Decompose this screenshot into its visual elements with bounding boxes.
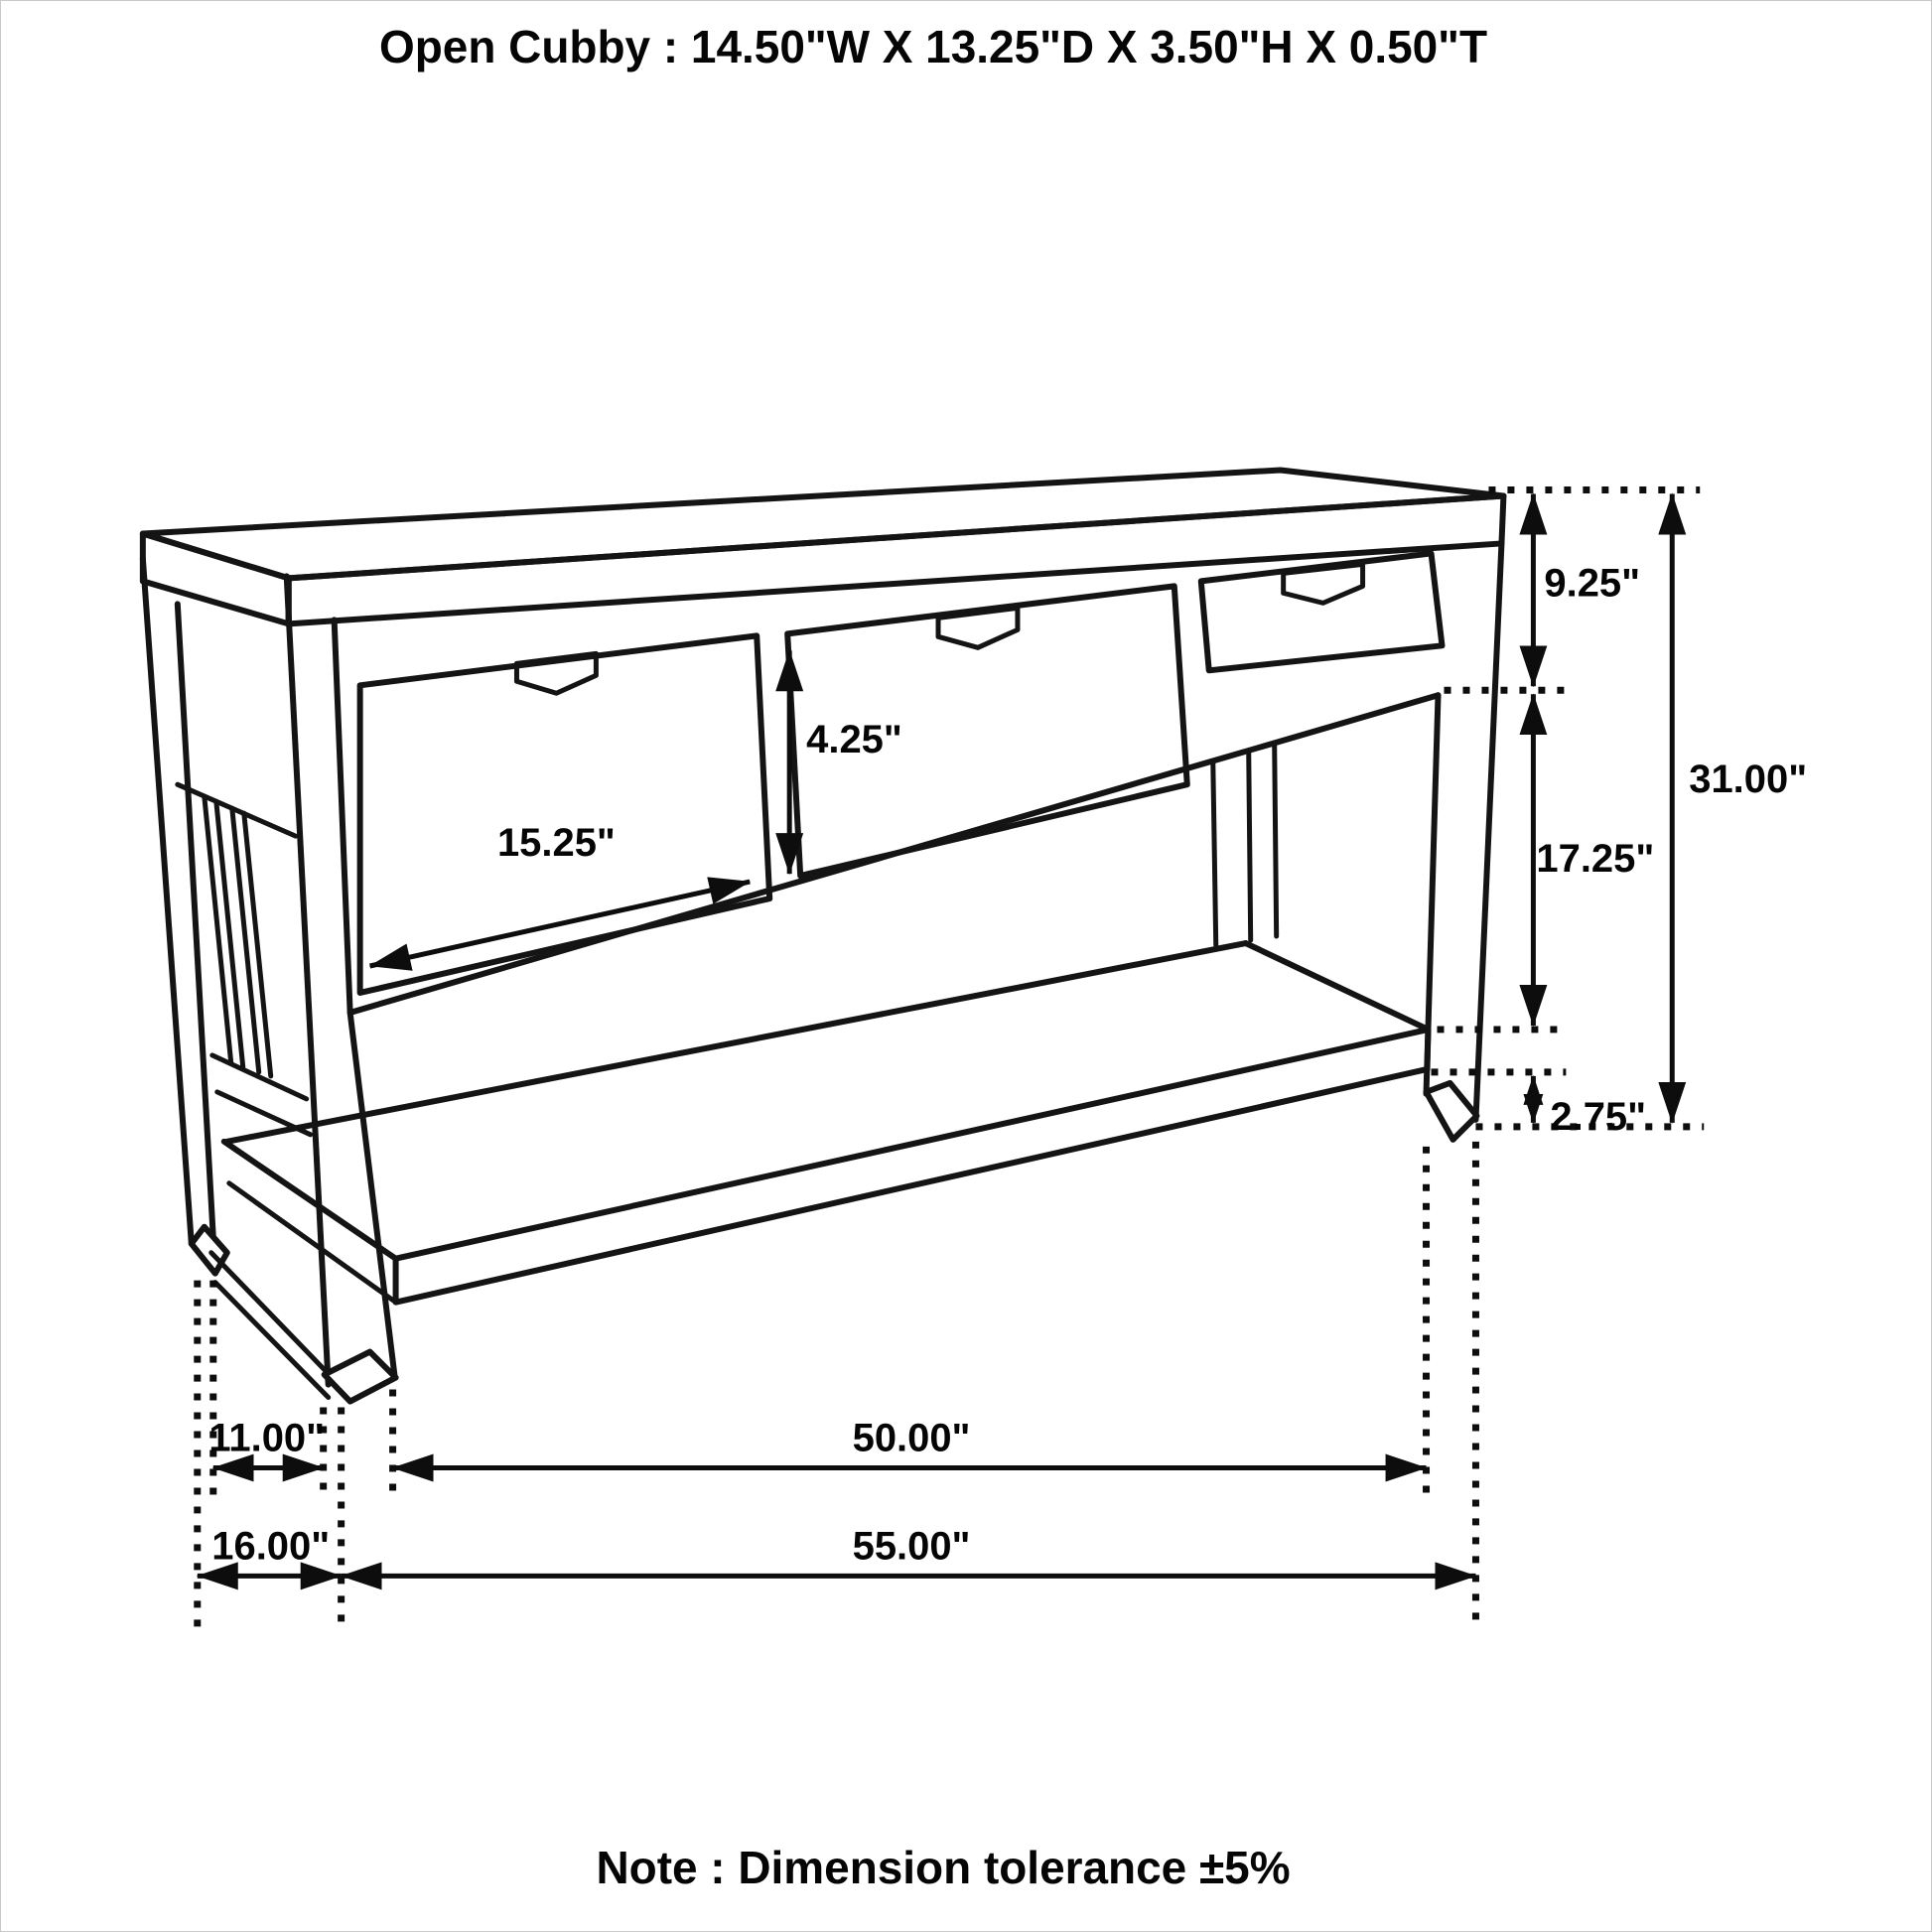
dimension-overall-height (1672, 493, 1807, 1122)
front-right-foot (1427, 1083, 1477, 1140)
dim-label-inner-leg-span-width: 50.00" (852, 1416, 971, 1460)
dim-label-leg-spacing-depth: 11.00" (208, 1416, 326, 1460)
dimension-inner-leg-span-width (393, 1416, 1427, 1467)
left-stretcher-top-edge (211, 1253, 327, 1372)
dim-label-overall-height: 31.00" (1689, 758, 1808, 802)
tabletop-top-face (143, 471, 1504, 579)
drawer-2-handle (938, 608, 1018, 647)
back-left-leg-outer-edge (143, 558, 192, 1243)
dim-label-middle-section-height: 17.25" (1536, 837, 1655, 882)
shelf-right-edge (1246, 943, 1429, 1030)
shelf-front-face (396, 1030, 1429, 1303)
back-right-leg-edge-b (1249, 751, 1251, 940)
shelf-back-edge (227, 943, 1246, 1142)
drawer-3-handle (1284, 564, 1363, 603)
front-left-foot (325, 1352, 396, 1402)
dim-label-drawer-opening-width: 15.25" (496, 821, 616, 866)
back-right-leg-edge-a (1213, 760, 1216, 945)
front-right-leg-outer-edge (1475, 543, 1501, 1119)
dim-label-drawer-opening-height: 4.25" (806, 718, 902, 762)
tabletop-left-face (143, 533, 289, 623)
left-stretcher-bottom-edge (215, 1283, 329, 1398)
dim-label-base-clearance: 2.75" (1550, 1094, 1647, 1139)
console-table-dimension-diagram (1, 1, 1931, 1931)
dimension-leg-spacing-depth (208, 1416, 325, 1467)
back-right-leg-edge-c (1275, 743, 1277, 936)
dim-label-overall-width: 55.00" (852, 1524, 971, 1569)
page-title: Open Cubby : 14.50"W X 13.25"D X 3.50"H X 0.50"T (379, 20, 1488, 72)
dim-label-top-section-height: 9.25" (1544, 561, 1641, 606)
dimension-base-clearance (1533, 1076, 1646, 1139)
dimension-middle-section-height (1533, 694, 1654, 1026)
dimension-annotations (198, 489, 1807, 1629)
dimension-overall-width (342, 1524, 1476, 1576)
dim-label-overall-depth: 16.00" (211, 1524, 331, 1569)
tolerance-note: Note : Dimension tolerance ±5% (596, 1842, 1291, 1894)
dimension-top-section-height (1533, 493, 1640, 686)
front-left-stile-outer-edge (287, 576, 329, 1384)
dimension-overall-depth (198, 1524, 342, 1576)
dimension-drawer-opening-height (789, 650, 902, 874)
console-table-drawing (143, 471, 1504, 1402)
